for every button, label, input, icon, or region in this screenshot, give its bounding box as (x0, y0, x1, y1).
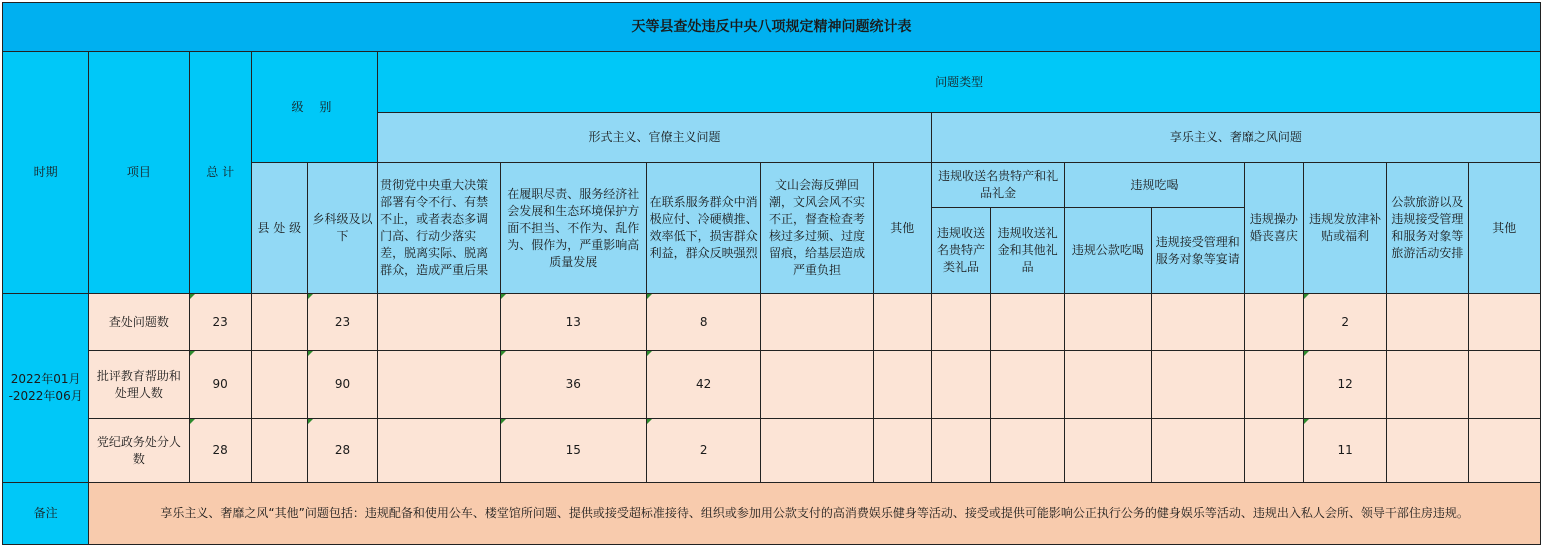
travel-cell (1387, 294, 1468, 351)
formalism-meetings-cell (761, 294, 873, 351)
formalism-decisions-cell (378, 294, 500, 351)
header-total: 总 计 (189, 52, 251, 294)
subsidy-cell: 12 (1304, 351, 1387, 419)
header-formalism-other: 其他 (873, 163, 931, 294)
header-eat-group: 违规吃喝 (1065, 163, 1245, 208)
header-township-level: 乡科级及以下 (307, 163, 377, 294)
eat-public-cell (1065, 294, 1151, 351)
header-hedonism-other: 其他 (1468, 163, 1540, 294)
table-title: 天等县查处违反中央八项规定精神问题统计表 (3, 3, 1541, 52)
county-cell (251, 351, 307, 419)
township-cell: 23 (307, 294, 377, 351)
formalism-decisions-cell (378, 419, 500, 483)
eat-banquet-cell (1151, 419, 1244, 483)
header-gift-group: 违规收送名贵特产和礼品礼金 (931, 163, 1064, 208)
subsidy-cell: 2 (1304, 294, 1387, 351)
eat-banquet-cell (1151, 294, 1244, 351)
header-county-level: 县 处 级 (251, 163, 307, 294)
header-formalism-service: 在联系服务群众中消极应付、冷硬横推、效率低下，损害群众利益，群众反映强烈 (646, 163, 760, 294)
period-cell: 2022年01月 -2022年06月 (3, 294, 89, 483)
total-cell: 90 (189, 351, 251, 419)
wedding-cell (1244, 351, 1303, 419)
formalism-service-cell: 42 (646, 351, 760, 419)
formalism-duty-cell: 36 (500, 351, 646, 419)
formalism-meetings-cell (761, 419, 873, 483)
header-level: 级 别 (251, 52, 377, 163)
statistics-sheet (2, 2, 1541, 544)
subsidy-cell: 11 (1304, 419, 1387, 483)
travel-cell (1387, 419, 1468, 483)
gift-money-cell (991, 419, 1065, 483)
header-wedding: 违规操办婚丧喜庆 (1244, 163, 1303, 294)
gift-specialty-cell (931, 351, 990, 419)
header-formalism-meetings: 文山会海反弹回潮，文风会风不实不正，督查检查考核过多过频、过度留痕，给基层造成严重负担 (761, 163, 873, 294)
statistics-table (2, 2, 1541, 545)
row-label: 党纪政务处分人数 (89, 419, 189, 483)
travel-cell (1387, 351, 1468, 419)
total-cell: 28 (189, 419, 251, 483)
eat-public-cell (1065, 419, 1151, 483)
formalism-duty-cell: 13 (500, 294, 646, 351)
formalism-other-cell (873, 294, 931, 351)
header-formalism-decisions: 贯彻党中央重大决策部署有令不行、有禁不止，或者表态多调门高、行动少落实差，脱离实际、脱离群众，造成严重后果 (378, 163, 500, 294)
eat-public-cell (1065, 351, 1151, 419)
formalism-other-cell (873, 419, 931, 483)
hedonism-other-cell (1468, 294, 1540, 351)
gift-money-cell (991, 351, 1065, 419)
county-cell (251, 294, 307, 351)
row-label: 查处问题数 (89, 294, 189, 351)
header-formalism-duty: 在履职尽责、服务经济社会发展和生态环境保护方面不担当、不作为、乱作为、假作为，严重影响高质量发展 (500, 163, 646, 294)
header-eat-public: 违规公款吃喝 (1065, 208, 1151, 294)
township-cell: 90 (307, 351, 377, 419)
eat-banquet-cell (1151, 351, 1244, 419)
header-gift-money: 违规收送礼金和其他礼品 (991, 208, 1065, 294)
note-text: 享乐主义、奢靡之风“其他”问题包括：违规配备和使用公车、楼堂馆所问题、提供或接受超标准接待、组织或参加用公款支付的高消费娱乐健身等活动、接受或提供可能影响公正执行公务的健身娱乐等活动、违规出入私人会所、领导干部住房违规。 (89, 483, 1541, 545)
county-cell (251, 419, 307, 483)
wedding-cell (1244, 419, 1303, 483)
table-row (3, 419, 1541, 483)
formalism-service-cell: 2 (646, 419, 760, 483)
header-travel: 公款旅游以及违规接受管理和服务对象等旅游活动安排 (1387, 163, 1468, 294)
header-gift-specialty: 违规收送名贵特产类礼品 (931, 208, 990, 294)
formalism-duty-cell: 15 (500, 419, 646, 483)
table-row (3, 351, 1541, 419)
header-eat-banquet: 违规接受管理和服务对象等宴请 (1151, 208, 1244, 294)
table-row (3, 294, 1541, 351)
formalism-service-cell: 8 (646, 294, 760, 351)
note-label: 备注 (3, 483, 89, 545)
gift-specialty-cell (931, 294, 990, 351)
header-subsidy: 违规发放津补贴或福利 (1304, 163, 1387, 294)
formalism-decisions-cell (378, 351, 500, 419)
formalism-other-cell (873, 351, 931, 419)
township-cell: 28 (307, 419, 377, 483)
gift-specialty-cell (931, 419, 990, 483)
total-cell: 23 (189, 294, 251, 351)
hedonism-other-cell (1468, 351, 1540, 419)
header-formalism: 形式主义、官僚主义问题 (378, 113, 932, 163)
header-hedonism: 享乐主义、奢靡之风问题 (931, 113, 1540, 163)
header-problem-type: 问题类型 (378, 52, 1541, 113)
row-label: 批评教育帮助和处理人数 (89, 351, 189, 419)
header-item: 项目 (89, 52, 189, 294)
header-period: 时期 (3, 52, 89, 294)
formalism-meetings-cell (761, 351, 873, 419)
gift-money-cell (991, 294, 1065, 351)
wedding-cell (1244, 294, 1303, 351)
hedonism-other-cell (1468, 419, 1540, 483)
